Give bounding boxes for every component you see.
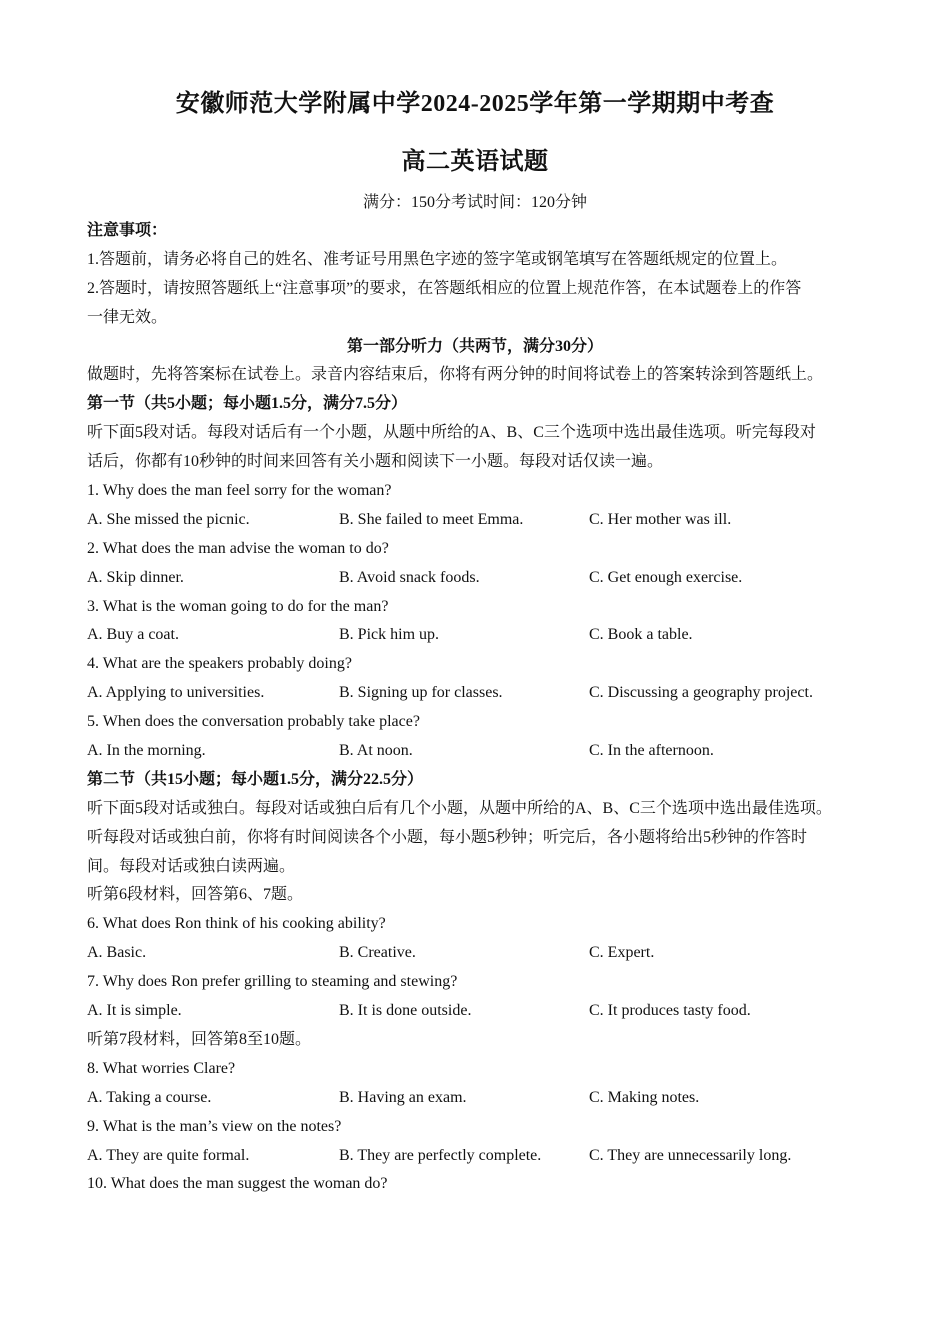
material-6-label: 听第6段材料，回答第6、7题。 (87, 886, 304, 904)
question-9: 9. What is the man’s view on the notes? (87, 1117, 342, 1135)
exam-title: 安徽师范大学附属中学2024-2025学年第一学期期中考查 (175, 91, 775, 117)
option-b: B. Signing up for classes. (339, 684, 503, 702)
question-10: 10. What does the man suggest the woman do? (87, 1175, 388, 1193)
option-b: B. They are perfectly complete. (339, 1146, 542, 1164)
option-a: A. She missed the picnic. (87, 510, 250, 528)
option-b: B. Avoid snack foods. (339, 568, 480, 586)
option-c: C. Get enough exercise. (589, 568, 743, 586)
question-1: 1. Why does the man feel sorry for the woman? (87, 482, 392, 500)
option-a: A. In the morning. (87, 742, 206, 760)
question-5: 5. When does the conversation probably take place? (87, 713, 420, 731)
section2-instruction-end: 间。每段对话或独白读两遍。 (87, 857, 296, 875)
section1-instruction-continued: 话后，你都有10秒钟的时间来回答有关小题和阅读下一小题。每段对话仅读一遍。 (87, 453, 664, 471)
option-a: A. Buy a coat. (87, 626, 179, 644)
question-6: 6. What does Ron think of his cooking ability? (87, 915, 386, 933)
option-a: A. Applying to universities. (87, 684, 265, 702)
option-a: A. Basic. (87, 944, 147, 962)
option-b: B. Creative. (339, 944, 416, 962)
option-c: C. They are unnecessarily long. (589, 1146, 792, 1164)
question-7-options (87, 997, 887, 1026)
notes-item-2-continued: 一律无效。 (87, 308, 168, 326)
section1-instruction: 听下面5段对话。每段对话后有一个小题，从题中所给的A、B、C三个选项中选出最佳选项。听完每段对 (87, 424, 816, 442)
option-c: C. Expert. (589, 944, 655, 962)
option-b: B. At noon. (339, 742, 413, 760)
option-c: C. Book a table. (589, 626, 693, 644)
exam-subject: 高二英语试题 (401, 149, 549, 175)
option-a: A. It is simple. (87, 1002, 182, 1020)
option-c: C. It produces tasty food. (589, 1002, 751, 1020)
notes-item-1: 1.答题前，请务必将自己的姓名、准考证号用黑色字迹的签字笔或钢笔填写在答题纸规定的位置上。 (87, 250, 788, 268)
question-3-options (87, 621, 887, 650)
option-a: A. Taking a course. (87, 1088, 212, 1106)
question-4: 4. What are the speakers probably doing? (87, 655, 352, 673)
notes-heading: 注意事项： (87, 222, 168, 239)
option-c: C. In the afternoon. (589, 742, 714, 760)
option-b: B. She failed to meet Emma. (339, 510, 524, 528)
option-b: B. Pick him up. (339, 626, 440, 644)
option-c: C. Discussing a geography project. (589, 684, 813, 702)
section2-heading: 第二节（共15小题；每小题1.5分，满分22.5分） (87, 770, 424, 788)
question-2-options (87, 564, 887, 593)
option-b: B. Having an exam. (339, 1088, 467, 1106)
question-9-options (87, 1142, 887, 1171)
section2-instruction: 听下面5段对话或独白。每段对话或独白后有几个小题，从题中所给的A、B、C三个选项中选出最佳选项。 (87, 799, 832, 817)
question-3: 3. What is the woman going to do for the man? (87, 597, 389, 615)
option-a: A. Skip dinner. (87, 568, 184, 586)
question-8-options (87, 1084, 887, 1113)
option-c: C. Her mother was ill. (589, 510, 732, 528)
question-1-options (87, 506, 887, 535)
part1-instruction: 做题时，先将答案标在试卷上。录音内容结束后，你将有两分钟的时间将试卷上的答案转涂到答题纸上。 (87, 366, 824, 384)
section2-instruction-continued: 听每段对话或独白前，你将有时间阅读各个小题，每小题5秒钟；听完后，各小题将给出5秒钟的作答时 (87, 828, 808, 846)
notes-item-2: 2.答题时，请按照答题纸上“注意事项”的要求，在答题纸相应的位置上规范作答，在本试题卷上的作答 (87, 279, 802, 297)
exam-body (87, 217, 887, 1199)
exam-info: 满分：150分考试时间：120分钟 (362, 194, 587, 211)
option-b: B. It is done outside. (339, 1002, 472, 1020)
question-4-options (87, 679, 887, 708)
question-2: 2. What does the man advise the woman to do? (87, 539, 389, 557)
material-7-label: 听第7段材料，回答第8至10题。 (87, 1030, 312, 1048)
question-6-options (87, 939, 887, 968)
section1-heading: 第一节（共5小题；每小题1.5分，满分7.5分） (87, 395, 408, 413)
question-7: 7. Why does Ron prefer grilling to steaming and stewing? (87, 973, 458, 991)
option-c: C. Making notes. (589, 1088, 700, 1106)
option-a: A. They are quite formal. (87, 1146, 250, 1164)
question-8: 8. What worries Clare? (87, 1059, 236, 1077)
part1-heading: 第一部分听力（共两节，满分30分） (346, 337, 603, 355)
question-5-options (87, 737, 887, 766)
